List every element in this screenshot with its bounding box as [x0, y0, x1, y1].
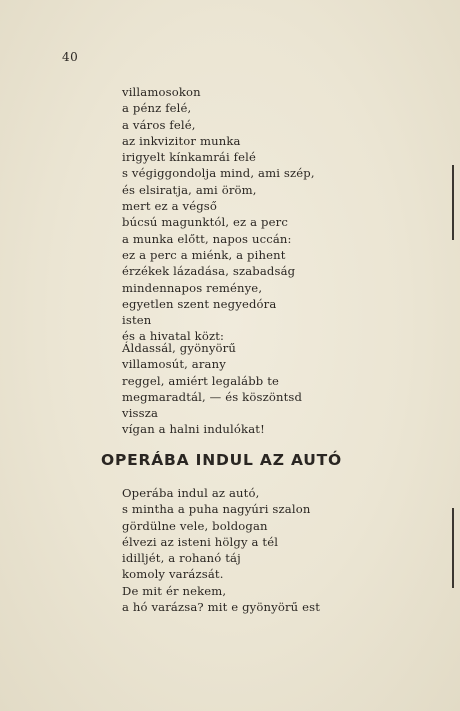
poem-line: irigyelt kínkamrái felé	[122, 150, 256, 165]
poem-line: s mintha a puha nagyúri szalon	[122, 502, 311, 517]
poem-line: vissza	[122, 406, 159, 421]
poem-line: gördülne vele, boldogan	[122, 518, 268, 533]
poem-line: Áldassál, gyönyörű	[122, 341, 236, 355]
poem-line: isten	[122, 313, 152, 328]
poem-line: és elsiratja, ami öröm,	[122, 182, 257, 197]
poem-stanza	[122, 485, 310, 583]
poem-line: egyetlen szent negyedóra	[122, 296, 277, 311]
poem-line: a pénz felé,	[122, 101, 192, 116]
poem-stanza	[122, 84, 315, 345]
poem-line: a város felé,	[122, 117, 196, 132]
poem-stanza	[122, 583, 320, 616]
poem-line: mindennapos reménye,	[122, 280, 263, 295]
poem-line: mert ez a végső	[122, 199, 218, 214]
poem-line: reggel, amiért legalább te	[122, 373, 280, 388]
poem-line: Operába indul az autó,	[122, 486, 260, 500]
poem-line: s végiggondolja mind, ami szép,	[122, 166, 315, 181]
poem-line: élvezi az isteni hölgy a tél	[122, 534, 279, 549]
poem-line: és a hivatal közt:	[122, 329, 225, 344]
poem-line: komoly varázsát.	[122, 567, 224, 582]
poem-line: megmaradtál, — és köszöntsd	[122, 389, 303, 404]
section-title: OPERÁBA INDUL AZ AUTÓ	[101, 451, 343, 469]
page-edge-mark	[452, 508, 454, 588]
poem-line: vígan a halni indulókat!	[122, 422, 265, 437]
poem-line: a hó varázsa? mit e gyönyörű est	[122, 600, 321, 615]
poem-line: búcsú magunktól, ez a perc	[122, 215, 288, 230]
poem-stanza	[122, 340, 302, 438]
poem-line: idilljét, a rohanó táj	[122, 551, 241, 566]
poem-line: ez a perc a miénk, a pihent	[122, 247, 286, 262]
poem-line: az inkvizitor munka	[122, 133, 241, 148]
poem-line: De mit ér nekem,	[122, 584, 227, 598]
poem-line: a munka előtt, napos uccán:	[122, 231, 292, 246]
poem-line: villamosút, arany	[122, 357, 226, 372]
poem-line: villamosokon	[122, 85, 201, 99]
page-number: 40	[62, 50, 79, 64]
poem-line: érzékek lázadása, szabadság	[122, 264, 296, 279]
page-edge-mark	[452, 165, 454, 240]
